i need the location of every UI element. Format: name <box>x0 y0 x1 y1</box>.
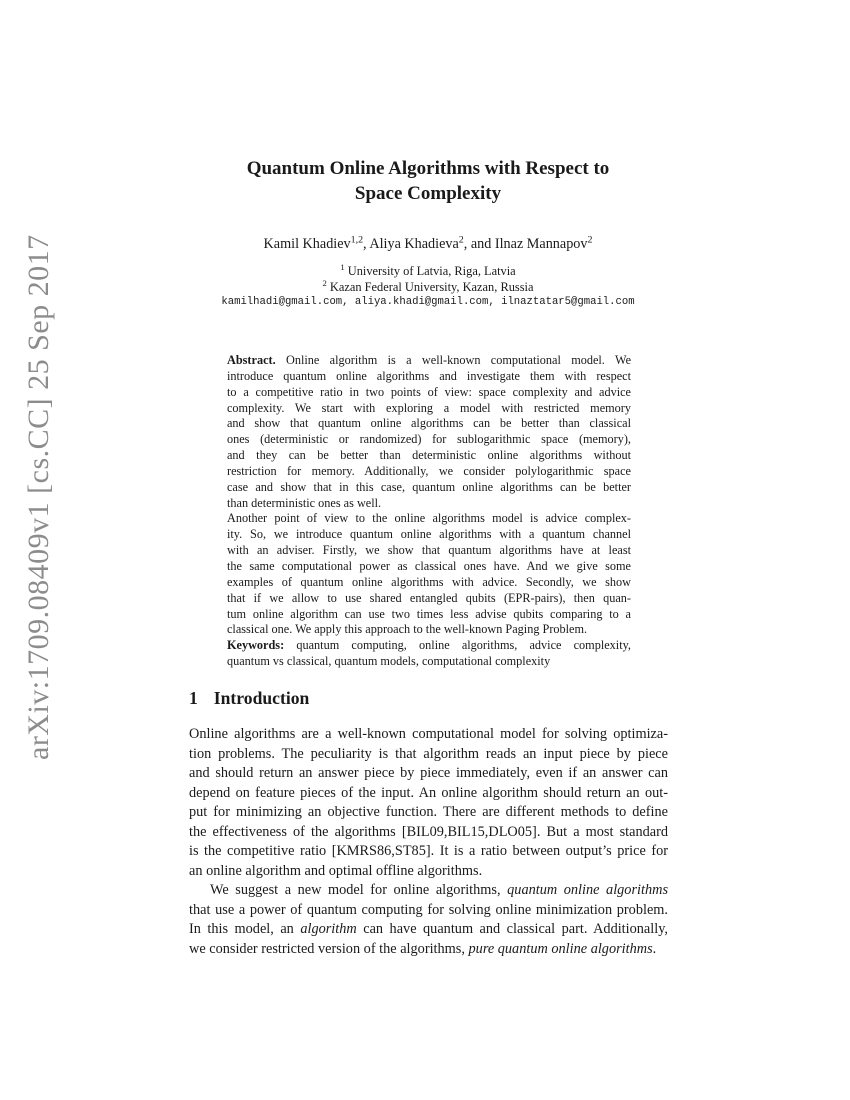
abstract-line: the same computational power as classical ones have. And we give some <box>227 558 631 573</box>
emphasis-term: pure quantum online algorithms <box>468 940 653 957</box>
abstract-line-text: Online algorithm is a well-known computational model. We <box>286 353 632 367</box>
abstract-line: tum online algorithm can use two times less advise qubits comparing to a <box>227 606 631 621</box>
keywords-line: quantum vs classical, quantum models, computational complexity <box>227 654 551 669</box>
paragraph-text: we consider restricted version of the algorithms, <box>189 940 465 957</box>
paragraph-line: put for minimizing an objective function. There are different methods to define <box>189 804 668 820</box>
keywords-text: quantum computing, online algorithms, advice complexity, <box>296 638 631 653</box>
abstract-line: complexity. We start with exploring a model with restricted memory <box>227 400 631 415</box>
affiliation-list <box>150 263 706 295</box>
paragraph-line: an online algorithm and optimal offline algorithms. <box>189 862 483 879</box>
author-affiliation-mark: 2 <box>458 234 464 246</box>
paragraph-line <box>189 940 668 960</box>
abstract-line: than deterministic ones as well. <box>227 495 382 510</box>
author-separator: , and <box>463 236 495 252</box>
arxiv-identifier-stamp: arXiv:1709.08409v1 [cs.CC] 25 Sep 2017 <box>22 234 55 760</box>
keywords-line <box>227 638 631 654</box>
abstract-line: introduce quantum online algorithms and investigate them with respect <box>227 368 631 383</box>
keywords-label: Keywords: <box>227 638 285 653</box>
abstract-line: classical one. We apply this approach to the well-known Paging Problem. <box>227 622 588 637</box>
paragraph-line: the effectiveness of the algorithms [BIL09,BIL15,DLO05]. But a most standard <box>189 823 668 840</box>
paragraph-text: In this model, an <box>189 921 294 937</box>
abstract-line: and they can be better than deterministic online algorithms without <box>227 448 631 463</box>
affiliation-text: University of Latvia, Riga, Latvia <box>347 264 516 278</box>
paragraph-line: tion problems. The peculiarity is that algorithm reads an input piece by piece <box>189 745 668 762</box>
paragraph-line <box>189 920 668 940</box>
author-emails: kamilhadi@gmail.com, aliya.khadi@gmail.com, ilnaztatar5@gmail.com <box>221 296 635 308</box>
abstract-line <box>227 353 631 369</box>
author-separator: , <box>363 236 370 252</box>
paragraph-line: depend on feature pieces of the input. An online algorithm should return an out- <box>189 784 668 801</box>
abstract-line: restriction for memory. Additionally, we consider polylogarithmic space <box>227 463 631 478</box>
abstract-line: and show that quantum online algorithms can be better than classical <box>227 416 631 431</box>
paragraph-text: . <box>652 940 657 957</box>
emphasis-term: algorithm <box>300 921 357 937</box>
author-name: Aliya Khadieva <box>369 236 459 252</box>
affiliation <box>150 263 706 279</box>
author-affiliation-mark: 1,2 <box>350 234 364 246</box>
abstract-line: Another point of view to the online algorithms model is advice complex- <box>227 511 631 526</box>
affiliation-mark: 1 <box>340 261 345 272</box>
paragraph-line: and should return an answer piece by piece immediately, even if an answer can <box>189 765 668 781</box>
author-name: Kamil Khadiev <box>263 236 351 252</box>
affiliation-mark: 2 <box>322 277 327 288</box>
section-number: 1 <box>189 688 198 708</box>
abstract-label: Abstract. <box>227 353 276 367</box>
affiliation <box>150 279 706 295</box>
abstract-line: examples of quantum online algorithms with advice. Secondly, we show <box>227 574 631 589</box>
abstract-line: ity. So, we introduce quantum online algorithms with a quantum channel <box>227 527 631 542</box>
paragraph-line: is the competitive ratio [KMRS86,ST85]. It is a ratio between output’s price for <box>189 843 668 859</box>
abstract-block <box>227 353 631 670</box>
paragraph-text: We suggest a new model for online algorithms, <box>210 882 501 898</box>
abstract-line: with an adviser. Firstly, we show that quantum algorithms have at least <box>227 543 631 558</box>
author-list <box>150 236 706 253</box>
abstract-line: case and show that in this case, quantum online algorithms can be better <box>227 479 631 494</box>
section-heading <box>189 688 309 709</box>
author-name: Ilnaz Mannapov <box>494 236 588 252</box>
title-line: Quantum Online Algorithms with Respect to <box>246 158 610 179</box>
paragraph-line: Online algorithms are a well-known computational model for solving optimiza- <box>189 726 668 742</box>
emphasis-term: quantum online algorithms <box>507 882 669 898</box>
abstract-line: ones (deterministic or randomized) for sublogarithmic space (memory), <box>227 432 631 447</box>
title-line: Space Complexity <box>354 183 502 204</box>
section-title: Introduction <box>213 688 310 708</box>
abstract-line: that if we allow to use shared entangled qubits (EPR-pairs), then quan- <box>227 590 631 605</box>
paragraph-line: that use a power of quantum computing for solving online minimization problem. <box>189 901 668 918</box>
paragraph-line <box>189 881 668 901</box>
author-affiliation-mark: 2 <box>587 234 593 246</box>
paragraph-text: can have quantum and classical part. Additionally, <box>363 921 669 937</box>
introduction-body <box>189 725 668 959</box>
affiliation-text: Kazan Federal University, Kazan, Russia <box>329 280 534 294</box>
abstract-line: to a competitive ratio in two points of view: space complexity and advice <box>227 384 631 399</box>
paper-title <box>150 156 706 206</box>
